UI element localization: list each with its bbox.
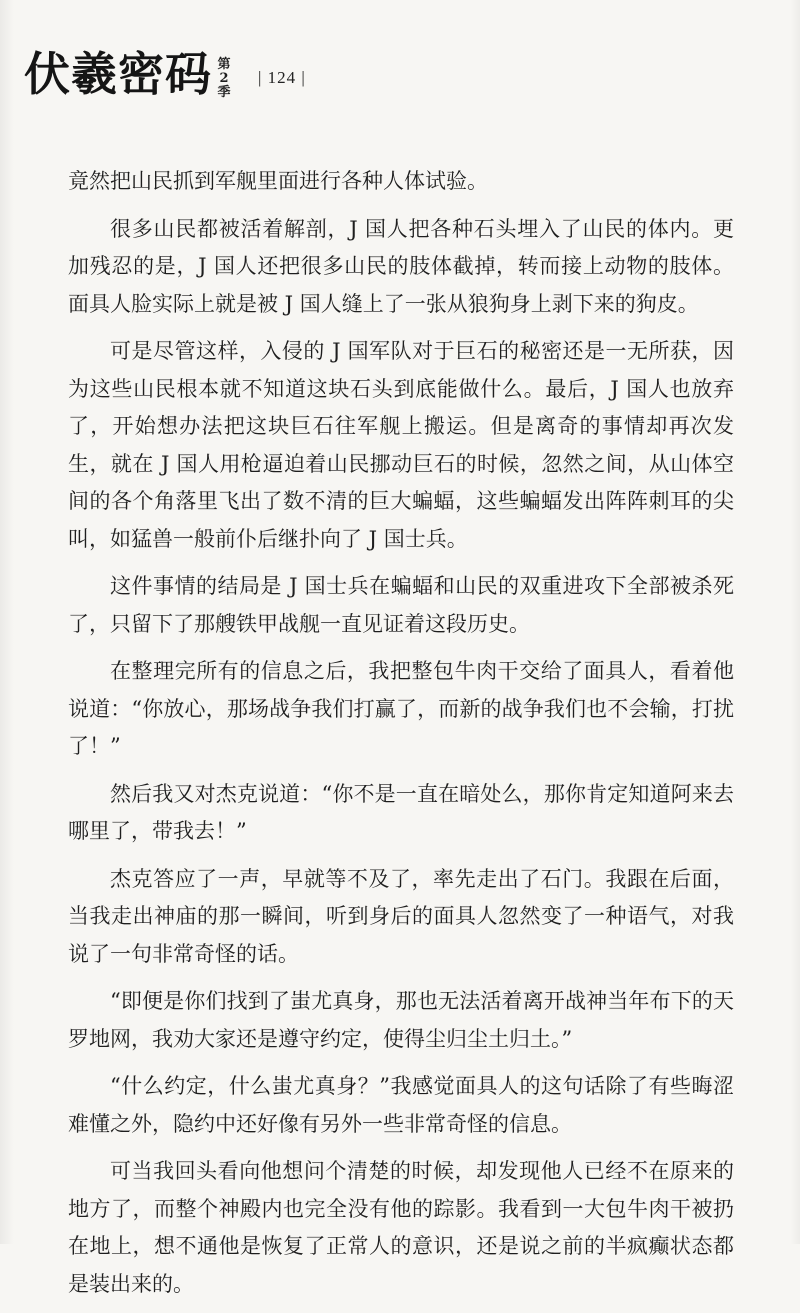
paragraph: 在整理完所有的信息之后，我把整包牛肉干交给了面具人，看着他说道：“你放心，那场战争我们打赢了，而新的战争我们也不会输，打扰了！”	[68, 659, 734, 758]
page-number: | 124 |	[258, 68, 306, 87]
body-text	[68, 163, 734, 1313]
paragraph: 这件事情的结局是 J 国士兵在蝙蝠和山民的双重进攻下全部被杀死了，只留下了那艘铁甲战舰一直见证着这段历史。	[68, 574, 734, 636]
paragraph: 然后我又对杰克说道：“你不是一直在暗处么，那你肯定知道阿来去哪里了，带我去！”	[68, 781, 734, 843]
paragraph: 很多山民都被活着解剖，J 国人把各种石头埋入了山民的体内。更加残忍的是，J 国人还把很多山民的肢体截掉，转而接上动物的肢体。面具人脸实际上就是被 J 国人缝上了一张从狼狗身上剥下来的狗皮。	[68, 216, 734, 316]
paragraph: 可当我回头看向他想问个清楚的时候，却发现他人已经不在原来的地方了，而整个神殿内也完全没有他的踪影。我看到一大包牛肉干被扔在地上，想不通他是恢复了正常人的意识，还是说之前的半疯癫状态都是装出来的。	[68, 1159, 734, 1296]
paragraph: “什么约定，什么蚩尤真身？”我感觉面具人的这句话除了有些晦涩难懂之外，隐约中还好像有另外一些非常奇怪的信息。	[68, 1074, 734, 1136]
paragraph: 杰克答应了一声，早就等不及了，率先走出了石门。我跟在后面，当我走出神庙的那一瞬间，听到身后的面具人忽然变了一种语气，对我说了一句非常奇怪的话。	[68, 866, 734, 966]
season-label: 第2季	[217, 57, 231, 100]
book-title: 伏羲密码	[24, 47, 212, 101]
running-header	[24, 44, 306, 114]
paragraph: “即便是你们找到了蚩尤真身，那也无法活着离开战神当年布下的天罗地网，我劝大家还是遵守约定，使得尘归尘土归土。”	[68, 989, 734, 1051]
paragraph: 可是尽管这样，入侵的 J 国军队对于巨石的秘密还是一无所获，因为这些山民根本就不知道这块石头到底能做什么。最后，J 国人也放弃了，开始想办法把这块巨石往军舰上搬运。但是离奇的事情却再次发生，就在 J 国人用枪逼迫着山民挪动巨石的时候，忽然之间，从山体空间的各个角落里飞出了数不清的巨大蝙蝠，这些蝙蝠发出阵阵刺耳的尖叫，如猛兽一般前仆后继扑向了 J 国士兵。	[68, 339, 734, 551]
paragraph: 竟然把山民抓到军舰里面进行各种人体试验。	[68, 169, 488, 193]
